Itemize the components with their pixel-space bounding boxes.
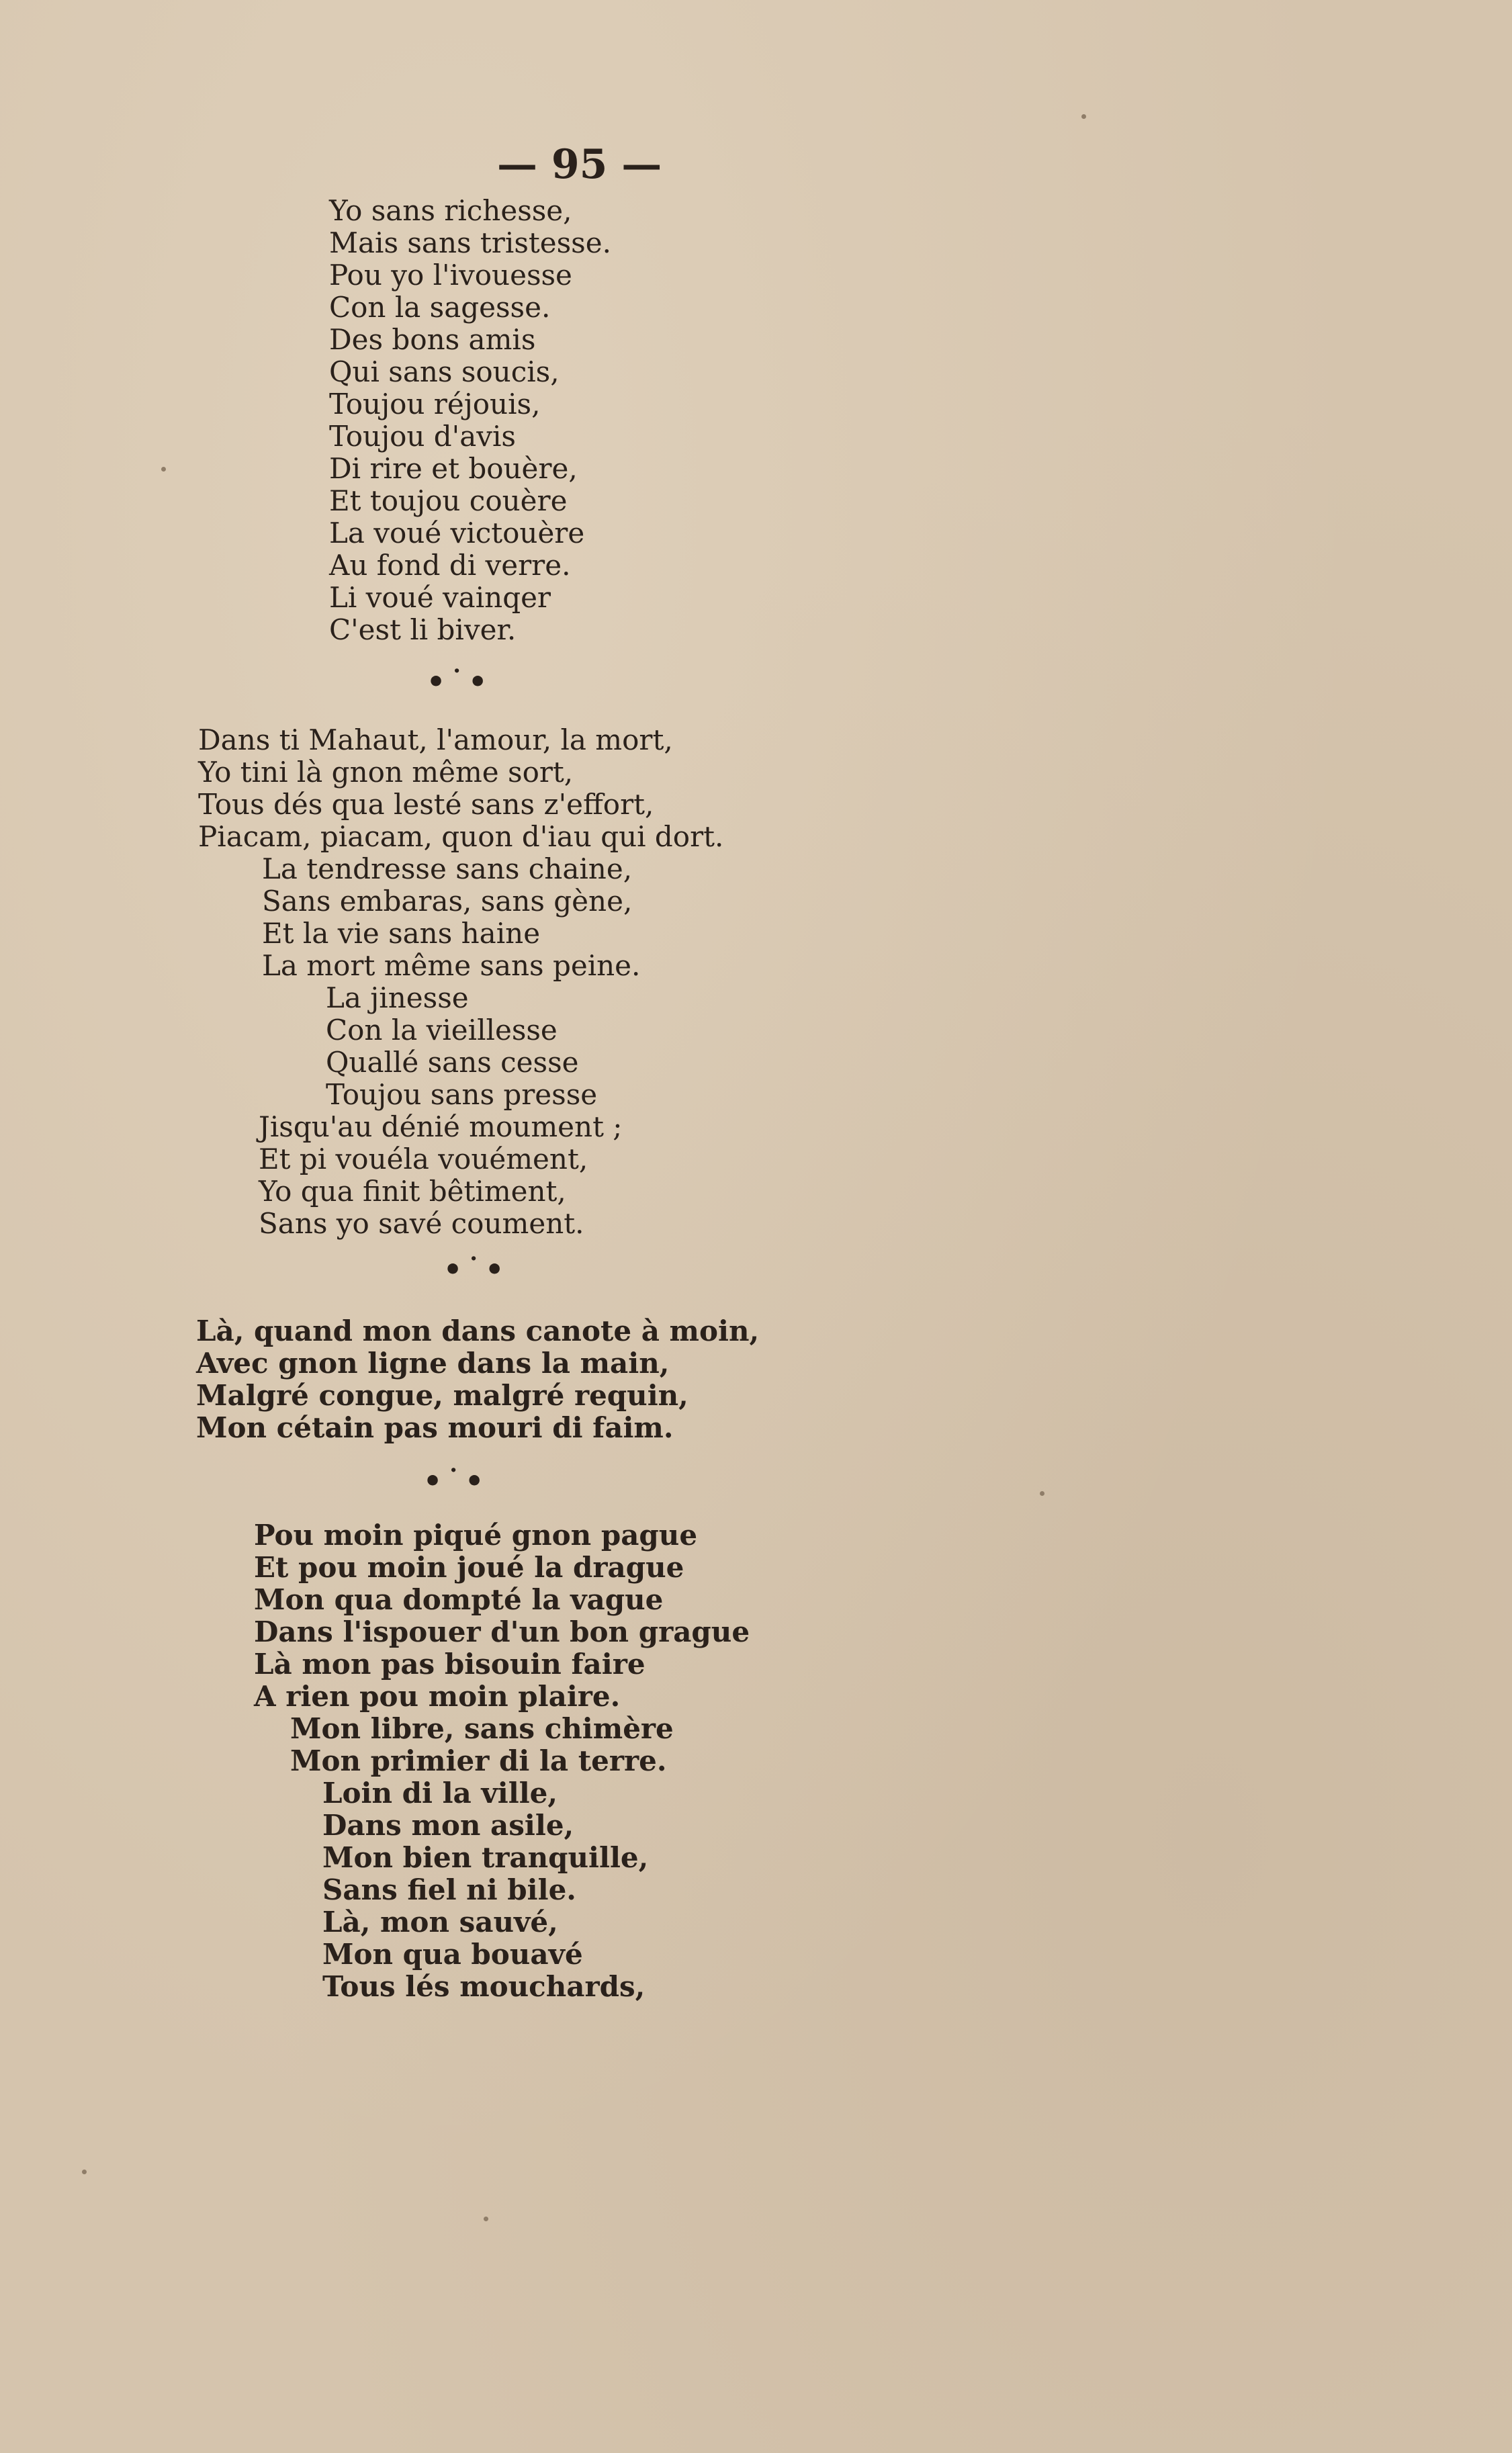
verse-line: Di rire et bouère, [329, 452, 578, 485]
paper-speck [1040, 1491, 1044, 1496]
verse-line: Pou yo l'ivouesse [329, 259, 572, 292]
verse-line: A rien pou moin plaire. [254, 1680, 621, 1713]
verse-line: Yo tini là gnon même sort, [198, 756, 574, 789]
verse-line: Et toujou couère [329, 484, 568, 517]
verse-line: Sans yo savé coument. [259, 1207, 584, 1240]
verse-line: Qui sans soucis, [329, 355, 560, 388]
verse-line: Loin di la ville, [322, 1777, 558, 1810]
verse-line: Là, mon sauvé, [322, 1906, 558, 1938]
verse-line: Sans embaras, sans gène, [262, 885, 633, 918]
verse-line: Dans l'ispouer d'un bon grague [254, 1615, 750, 1648]
verse-line: Au fond di verre. [329, 549, 571, 582]
verse-line: Quallé sans cesse [326, 1046, 579, 1079]
verse-line: Des bons amis [329, 323, 536, 356]
verse-line: Et pou moin joué la drague [254, 1551, 684, 1584]
verse-line: Yo qua finit bêtiment, [259, 1175, 566, 1208]
verse-line: Sans fiel ni bile. [322, 1873, 576, 1906]
verse-line: C'est li biver. [329, 613, 517, 646]
verse-line: Yo sans richesse, [329, 194, 572, 227]
verse-line: Là mon pas bisouin faire [254, 1648, 646, 1681]
verse-line: Dans ti Mahaut, l'amour, la mort, [198, 723, 673, 756]
verse-line: La tendresse sans chaine, [262, 852, 633, 885]
stanza-separator: •˙• [443, 1253, 508, 1287]
verse-line: Tous lés mouchards, [322, 1970, 646, 2003]
verse-line: Piacam, piacam, quon d'iau qui dort. [198, 820, 724, 853]
page-number: — 95 — [497, 141, 662, 188]
verse-line: Pou moin piqué gnon pague [254, 1519, 698, 1552]
verse-line: Et la vie sans haine [262, 917, 541, 950]
verse-line: Toujou réjouis, [329, 388, 541, 420]
verse-line: Li voué vainqer [329, 581, 551, 614]
paper-speck [82, 2170, 87, 2174]
verse-line: Mon primier di la terre. [290, 1744, 667, 1777]
verse-line: Mon libre, sans chimère [290, 1712, 674, 1745]
verse-line: Mon qua bouavé [322, 1938, 583, 1971]
verse-line: Là, quand mon dans canote à moin, [196, 1314, 760, 1347]
paper-speck [1081, 114, 1086, 119]
verse-line: Toujou sans presse [326, 1078, 598, 1111]
verse-line: Mon qua dompté la vague [254, 1583, 664, 1616]
verse-line: Et pi vouéla vouément, [259, 1143, 588, 1175]
verse-line: Malgré congue, malgré requin, [196, 1379, 688, 1412]
paper-speck [484, 2217, 488, 2221]
verse-line: Toujou d'avis [329, 420, 516, 453]
verse-line: Jisqu'au dénié moument ; [259, 1110, 623, 1143]
stanza-separator: •˙• [423, 1464, 488, 1499]
verse-line: La jinesse [326, 981, 469, 1014]
verse-line: Con la vieillesse [326, 1014, 558, 1046]
verse-line: Tous dés qua lesté sans z'effort, [198, 788, 654, 821]
verse-line: Dans mon asile, [322, 1809, 574, 1842]
verse-line: Mon cétain pas mouri di faim. [196, 1411, 674, 1444]
verse-line: Avec gnon ligne dans la main, [196, 1347, 670, 1380]
stanza-separator: •˙• [427, 665, 492, 699]
verse-line: Con la sagesse. [329, 291, 551, 324]
verse-line: Mais sans tristesse. [329, 226, 611, 259]
paper-speck [161, 467, 166, 472]
verse-line: La voué victouère [329, 517, 585, 549]
verse-line: Mon bien tranquille, [322, 1841, 649, 1874]
verse-line: La mort même sans peine. [262, 949, 641, 982]
